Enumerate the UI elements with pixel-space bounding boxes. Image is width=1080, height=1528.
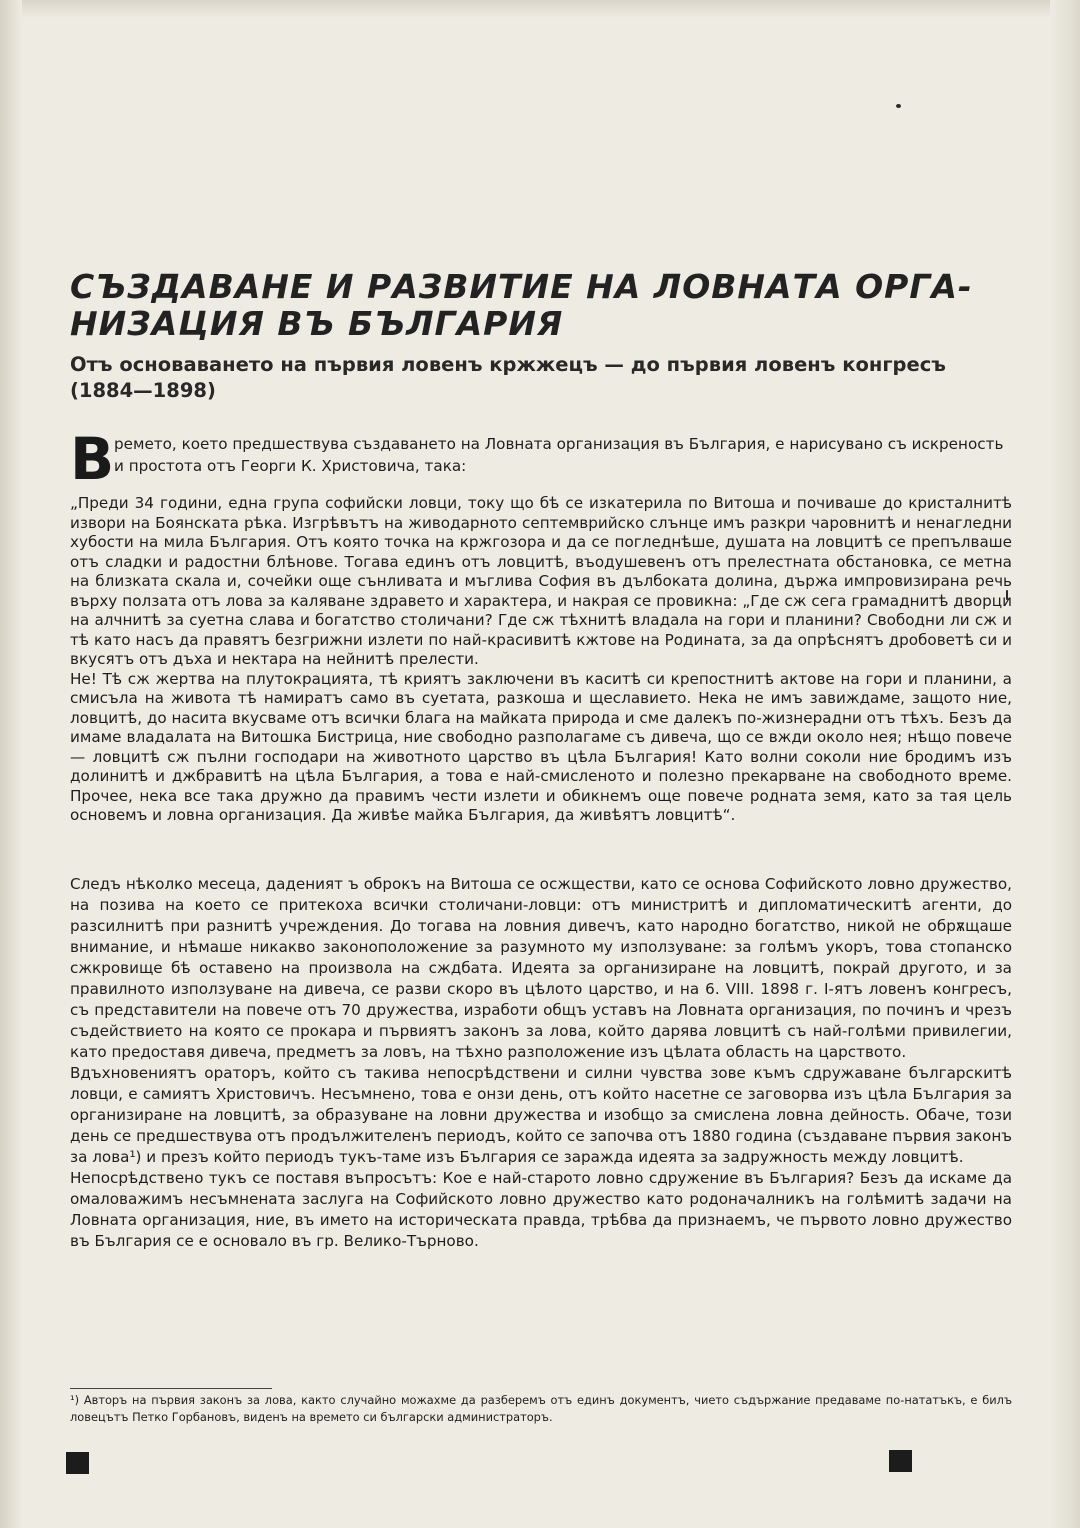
- body-paragraph: Вдъхновениятъ ораторъ, който съ такива непосрѣдствени и силни чувства зове къмъ сдружаване българскитѣ ловци, е самиятъ Христовичъ. Несъмнено, това е онзи день, отъ който насетне се заговорва изъ цѣла България за организиране на ловцитѣ, за образуване на ловни дружества и изобщо за смислена ловна дейность. Обаче, този день се предшествува отъ продължителенъ периодъ, който се започва отъ 1880 година (създаване първия законъ за лова¹) и презъ който периодъ тукъ-таме изъ България се заражда идеята за задружность между ловцитѣ.: [70, 1064, 1012, 1166]
- body-paragraph: Непосрѣдствено тукъ се поставя въпросътъ: Кое е най-старото ловно сдружение въ България? Безъ да искаме да омаловажимъ несъмнената заслуга на Софийското ловно дружество като родоначалникъ на голѣмитѣ задачи на Ловната организация, ние, въ името на историческата правда, трѣбва да признаемъ, че първото ловно дружество въ България се е основало въ гр. Велико-Търново.: [70, 1169, 1012, 1250]
- page-edge-left: [0, 0, 22, 1528]
- article-title: СЪЗДАВАНЕ И РАЗВИТИЕ НА ЛОВНАТА ОРГА-НИЗАЦИЯ ВЪ БЪЛГАРИЯ: [70, 267, 973, 343]
- body-text: [70, 874, 1012, 1252]
- intro-text: ремето, което предшествува създаването на Ловната организация въ България, е нарисувано съ искреность и простота отъ Георги К. Христовича, така:: [114, 435, 1004, 475]
- page-edge-top: [0, 0, 1080, 18]
- corner-marker-left: [66, 1452, 89, 1474]
- quote-paragraph: „Преди 34 години, една група софийски ловци, току що бѣ се изкатерила по Витоша и почиваше до кристалнитѣ извори на Боянската рѣка. Изгрѣвътъ на живодарното септемврийско слънце имъ разкри чаровнитѣ и ненагледни хубости на мила България. Отъ която точка на кржгозора и да се погледнѣше, душата на ловцитѣ се препълваше отъ сладки и радостни блѣнове. Тогава единъ отъ ловцитѣ, въодушевенъ отъ прелестната обстановка, се метна на близката скала и, сочейки още сънливата и мъглива София въ дълбоката долина, държа импровизирана речь върху ползата отъ лова за каляване здравето и характера, и накрая се провикна: „Где сж сега грамаднитѣ дворци на алчнитѣ за суетна слава и богатство столичани? Где сж тѣхнитѣ владала на гори и планини? Свободни ли сж и тѣ като насъ да правятъ безгрижни излети по най-красивитѣ кжтове на Родината, за да опрѣснятъ дробоветѣ си и вкусятъ отъ дъха и нектара на нейнитѣ прелести.: [70, 494, 1012, 668]
- quote-block: [70, 494, 1012, 826]
- drop-cap: В: [70, 425, 115, 493]
- footnote-divider: [70, 1388, 272, 1389]
- footnote: ¹) Авторъ на първия законъ за лова, както случайно можахме да разберемъ отъ единъ документъ, чието съдържание предаваме по-нататъкъ, е билъ ловецътъ Петко Горбановъ, виденъ на времето си български администраторъ.: [70, 1393, 1012, 1424]
- corner-marker-right: [889, 1450, 912, 1472]
- page-edge-right: [1050, 0, 1080, 1528]
- ink-speck: [896, 104, 901, 108]
- intro-paragraph: [70, 425, 1010, 493]
- quote-paragraph: Не! Тѣ сж жертва на плутокрацията, тѣ криятъ заключени въ каситѣ си крепостнитѣ актове на гори и планини, а смисъла на живота тѣ намиратъ само въ суетата, разкоша и щеславието. Нека не имъ завиждаме, защото ние, ловцитѣ, до насита вкусваме отъ всички блага на майката природа и сме далекъ по-жизнерадни отъ тѣхъ. Безъ да имаме владалата на Витошка Бистрица, ние свободно разполагаме съ дивеча, що се вжди около нея; нѣщо повече — ловцитѣ сж пълни господари на животното царство въ цѣла България! Като волни соколи ние бродимъ изъ долинитѣ и джбравитѣ на цѣла България, а това е най-смисленото и полезно прекарване на свободното време. Прочее, нека все така дружно да правимъ чести излети и обикнемъ още повече родната земя, като за тая цель основемъ и ловна организация. Да живѣе майка България, да живѣятъ ловцитѣ“.: [70, 669, 1012, 824]
- body-paragraph: Следъ нѣколко месеца, даденият ъ оброкъ на Витоша се осжществи, като се основа Софийското ловно дружество, на позива на което се притекоха всички столичани-ловци: отъ министритѣ и дипломатическитѣ агенти, до разсилнитѣ при разнитѣ учреждения. До тогава на ловния дивечъ, като народно богатство, никой не обрѫщаше внимание, и нѣмаше никакво законоположение за разумното му използуване: за голѣмъ укоръ, това стопанско сжкровище бѣ оставено на произвола на сждбата. Идеята за организиране на ловцитѣ, покрай другото, и за правилното използуване на дивеча, се разви скоро въ цѣлото царство, и на 6. VIII. 1898 г. I-ятъ ловенъ конгресъ, съ представители на повече отъ 70 дружества, изработи общъ уставъ на Ловната организация, по починъ и чрезъ съдействието на която се прокара и първиятъ законъ за лова, който дарява ловцитѣ съ най-голѣми привилегии, като предоставя дивеча, предметъ за ловъ, на тѣхно разположение изъ цѣлата область на царството.: [70, 875, 1012, 1061]
- article-subtitle: Отъ основаването на първия ловенъ кржжецъ — до първия ловенъ конгресъ (1884—1898): [70, 353, 946, 402]
